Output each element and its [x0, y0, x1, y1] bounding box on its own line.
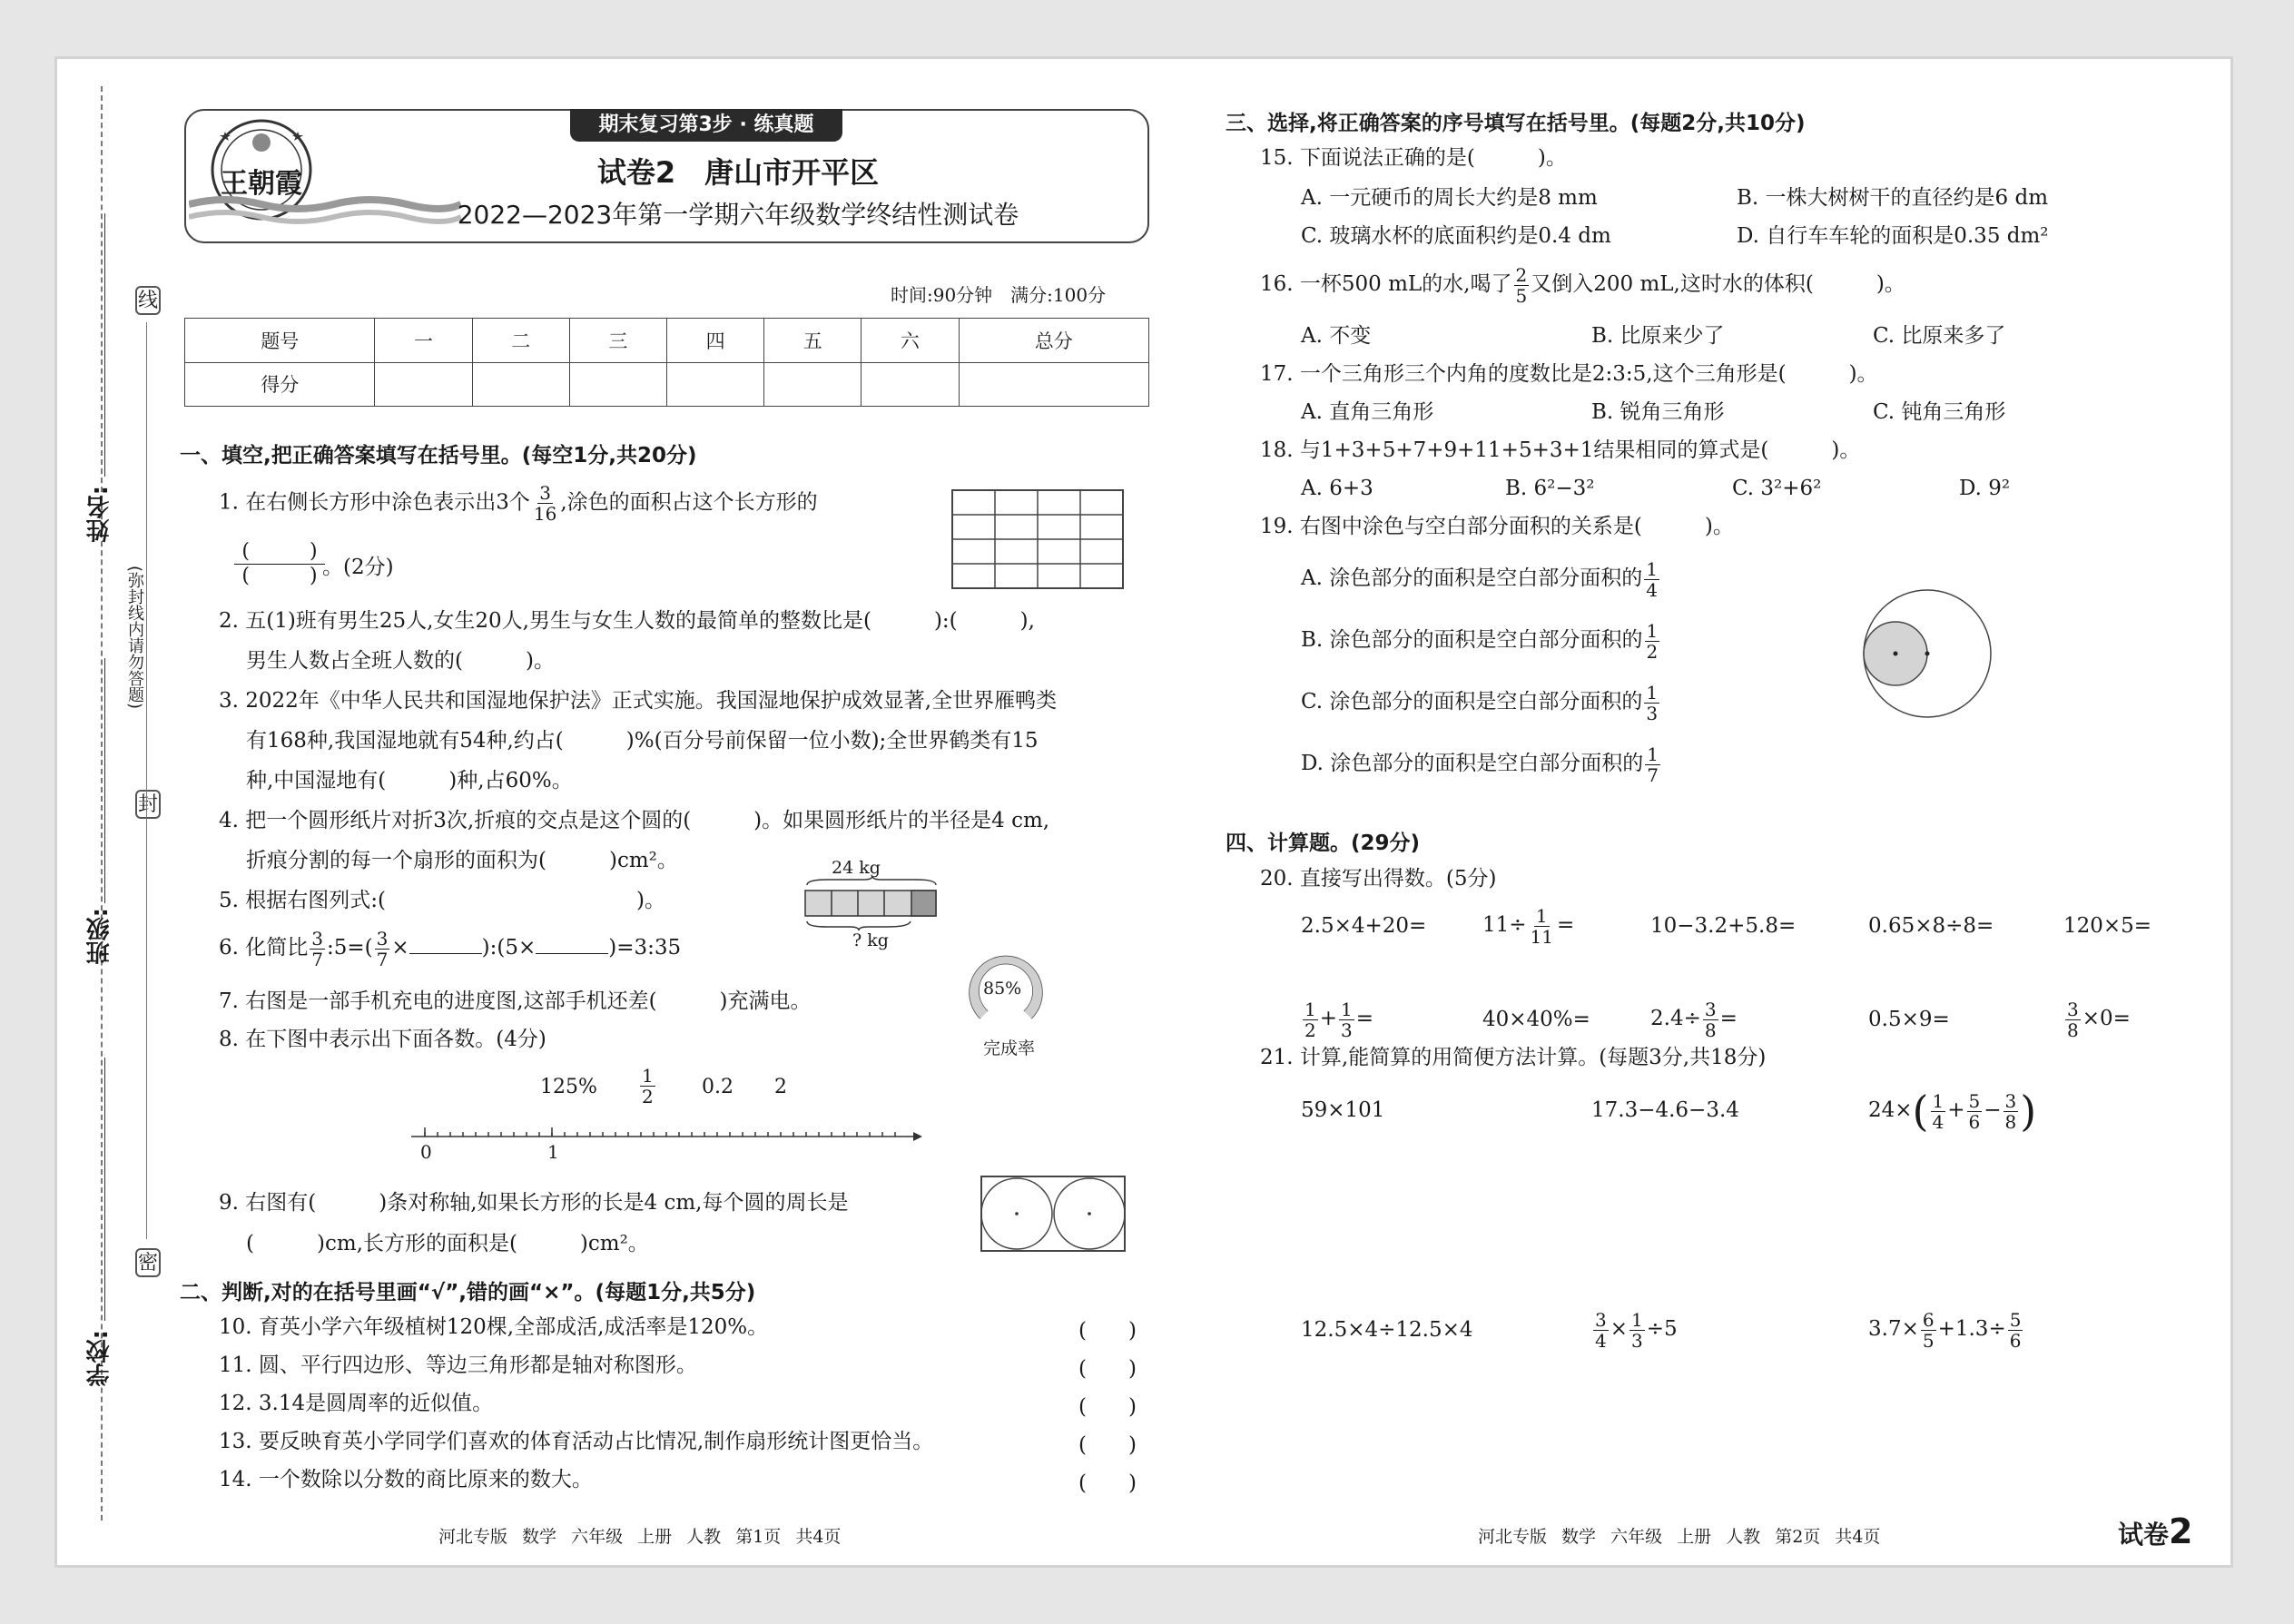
- binding-vline: [146, 322, 147, 1239]
- section3-title: 三、选择,将正确答案的序号填写在括号里。(每题2分,共10分): [1226, 112, 1806, 135]
- q8-zero: 0: [420, 1141, 432, 1163]
- q20-item-9: 0.5×9=: [1868, 1008, 1950, 1031]
- q21-item-6: 3.7× $\frac{6}{5}$ +1.3÷ $\frac{5}{6}$: [1868, 1308, 2022, 1352]
- score-col: 五: [764, 319, 861, 363]
- q10-text: 10. 育英小学六年级植树120棵,全部成活,成活率是120%。: [219, 1315, 769, 1339]
- logo-text: 王朝霞: [221, 168, 302, 200]
- school-line: [104, 1058, 105, 1321]
- q20-item-3: 10−3.2+5.8=: [1650, 914, 1797, 938]
- footer-right: 河北专版 数学 六年级 上册 人教 第2页 共4页: [1478, 1527, 1881, 1547]
- score-col: 三: [569, 319, 666, 363]
- q12-answer[interactable]: ( ): [1078, 1395, 1137, 1419]
- q7-text: 7. 右图是一部手机充电的进度图,这部手机还差( )充满电。: [219, 989, 812, 1013]
- score-cell[interactable]: [375, 362, 472, 407]
- q2-line1: 2. 五(1)班有男生25人,女生20人,男生与女生人数的最简单的整数比是( ):( ),: [219, 609, 1035, 633]
- q13-answer[interactable]: ( ): [1078, 1433, 1137, 1457]
- q19-opt-a[interactable]: A. 涂色部分的面积是空白部分面积的 $\frac{1}{4}$: [1301, 557, 1658, 601]
- score-col: 六: [861, 319, 959, 363]
- q6-blank-2[interactable]: [536, 934, 608, 954]
- q20-item-1: 2.5×4+20=: [1301, 914, 1427, 938]
- footer-badge: 试卷2: [2118, 1511, 2193, 1551]
- score-cell[interactable]: [472, 362, 569, 407]
- q4-line1: 4. 把一个圆形纸片对折3次,折痕的交点是这个圆的( )。如果圆形纸片的半径是4 cm,: [219, 809, 1050, 832]
- score-col: 总分: [959, 319, 1149, 363]
- section1-title: 一、填空,把正确答案填写在括号里。(每空1分,共20分): [180, 444, 697, 468]
- q15-opt-a[interactable]: A. 一元硬币的周长大约是8 mm: [1301, 186, 1598, 210]
- q10-answer[interactable]: ( ): [1078, 1319, 1137, 1343]
- time-info: 时间:90分钟 满分:100分: [891, 284, 1107, 306]
- seal-line: 线: [135, 286, 161, 315]
- footer-left: 河北专版 数学 六年级 上册 人教 第1页 共4页: [438, 1527, 842, 1547]
- class-label: 班级:: [86, 908, 113, 965]
- q18-opt-c[interactable]: C. 3²+6²: [1732, 477, 1822, 500]
- q17-opt-a[interactable]: A. 直角三角形: [1301, 400, 1434, 424]
- seal-seal: 封: [135, 790, 161, 819]
- q8-value-125: 125%: [540, 1076, 597, 1098]
- q6-text: 6. 化简比 $\frac{3}{7}$ :5=( $\frac{3}{7}$ × ):(5× )=3:35: [219, 927, 682, 970]
- q3-line1: 3. 2022年《中华人民共和国湿地保护法》正式实施。我国湿地保护成效显著,全世界雁鸭类: [219, 689, 1058, 713]
- q4-line2: 折痕分割的每一个扇形的面积为( )cm²。: [246, 849, 678, 872]
- q17-opt-b[interactable]: B. 锐角三角形: [1591, 400, 1725, 424]
- q6-blank-1[interactable]: [409, 934, 482, 954]
- q3-line3: 种,中国湿地有( )种,占60%。: [246, 769, 573, 792]
- q9-line2: ( )cm,长方形的面积是( )cm²。: [246, 1232, 649, 1255]
- exam-sheet: [54, 56, 2233, 1568]
- binding-note: (弥封线内请勿答题): [125, 566, 144, 710]
- score-row-label: 得分: [185, 362, 375, 407]
- q5-bottom-label: ? kg: [852, 930, 889, 950]
- q1-line1: 1. 在右侧长方形中涂色表示出3个 $\frac{3}{16}$ ,涂色的面积占这个长方形的: [219, 482, 818, 525]
- q7-label: 完成率: [983, 1038, 1036, 1058]
- q1-fraction: $\frac{3}{16}$: [533, 482, 557, 525]
- q20-item-6: $\frac{1}{2}$ + $\frac{1}{3}$ =: [1305, 998, 1374, 1041]
- q16-opt-c[interactable]: C. 比原来多了: [1873, 324, 2006, 348]
- q19-text: 19. 右图中涂色与空白部分面积的关系是( )。: [1260, 515, 1734, 538]
- q18-opt-a[interactable]: A. 6+3: [1301, 477, 1373, 500]
- q5-diagram: [800, 858, 945, 949]
- q3-line2: 有168种,我国湿地就有54种,约占( )%(百分号前保留一位小数);全世界鹤类有15: [246, 729, 1039, 753]
- q21-item-2: 17.3−4.6−3.4: [1591, 1098, 1739, 1122]
- name-label: 姓名:: [86, 486, 113, 543]
- score-cell[interactable]: [959, 362, 1149, 407]
- q19-opt-b[interactable]: B. 涂色部分的面积是空白部分面积的 $\frac{1}{2}$: [1301, 619, 1659, 663]
- score-table: [184, 318, 1149, 407]
- class-line: [104, 658, 105, 903]
- q14-text: 14. 一个数除以分数的商比原来的数大。: [219, 1468, 593, 1491]
- exam-subtitle: 2022—2023年第一学期六年级数学终结性测试卷: [457, 200, 1019, 230]
- score-cell[interactable]: [764, 362, 861, 407]
- q19-opt-c[interactable]: C. 涂色部分的面积是空白部分面积的 $\frac{1}{3}$: [1301, 681, 1659, 724]
- q15-opt-d[interactable]: D. 自行车车轮的面积是0.35 dm²: [1737, 224, 2049, 248]
- q9-circles-figure: [980, 1176, 1126, 1255]
- q15-opt-c[interactable]: C. 玻璃水杯的底面积约是0.4 dm: [1301, 224, 1611, 248]
- q16-text: 16. 一杯500 mL的水,喝了 $\frac{2}{5}$ 又倒入200 mL,这时水的体积( )。: [1260, 263, 1905, 307]
- q21-item-3: 24×( $\frac{1}{4}$ + $\frac{5}{6}$ − $\frac{3}{8}$ ): [1868, 1087, 2037, 1136]
- score-cell[interactable]: [861, 362, 959, 407]
- q1-line2: 。(2分): [322, 556, 394, 579]
- q21-item-1: 59×101: [1301, 1098, 1385, 1122]
- q20-item-2: 11÷ $\frac{1}{11}$ =: [1482, 904, 1575, 948]
- q20-item-4: 0.65×8÷8=: [1868, 914, 1994, 938]
- header-banner: 期末复习第3步 · 练真题: [570, 109, 842, 142]
- q21-text: 21. 计算,能简算的用简便方法计算。(每题3分,共18分): [1260, 1046, 1767, 1069]
- section4-title: 四、计算题。(29分): [1226, 832, 1421, 855]
- score-col: 二: [472, 319, 569, 363]
- q7-percent: 85%: [983, 979, 1022, 999]
- q8-number-line[interactable]: [407, 1123, 924, 1154]
- section2-title: 二、判断,对的在括号里画“√”,错的画“×”。(每题1分,共5分): [180, 1281, 756, 1304]
- q5-top-label: 24 kg: [832, 858, 881, 878]
- q14-answer[interactable]: ( ): [1078, 1471, 1137, 1495]
- q19-opt-d[interactable]: D. 涂色部分的面积是空白部分面积的 $\frac{1}{7}$: [1301, 743, 1659, 786]
- q17-opt-c[interactable]: C. 钝角三角形: [1873, 400, 2006, 424]
- q7-progress-ring: [960, 944, 1051, 1035]
- name-line: [104, 213, 105, 477]
- q20-item-8: 2.4÷ $\frac{3}{8}$ =: [1650, 998, 1738, 1041]
- score-col: 四: [666, 319, 763, 363]
- seal-secret: 密: [135, 1248, 161, 1277]
- q11-text: 11. 圆、平行四边形、等边三角形都是轴对称图形。: [219, 1353, 697, 1377]
- score-col: 一: [375, 319, 472, 363]
- q8-text: 8. 在下图中表示出下面各数。(4分): [219, 1028, 546, 1051]
- q8-value-2: 2: [774, 1076, 787, 1098]
- q16-opt-a[interactable]: A. 不变: [1301, 324, 1372, 348]
- q21-item-4: 12.5×4÷12.5×4: [1301, 1318, 1473, 1342]
- q12-text: 12. 3.14是圆周率的近似值。: [219, 1392, 494, 1415]
- binding-dashed-line: [101, 86, 103, 1521]
- q8-value-half: $\frac{1}{2}$: [642, 1065, 654, 1107]
- q20-item-5: 120×5=: [2063, 914, 2152, 938]
- q18-text: 18. 与1+3+5+7+9+11+5+3+1结果相同的算式是( )。: [1260, 438, 1861, 462]
- score-cell[interactable]: [569, 362, 666, 407]
- q13-text: 13. 要反映育英小学同学们喜欢的体育活动占比情况,制作扇形统计图更恰当。: [219, 1430, 934, 1453]
- q17-text: 17. 一个三角形三个内角的度数比是2:3:5,这个三角形是( )。: [1260, 362, 1878, 386]
- q8-value-02: 0.2: [702, 1076, 733, 1098]
- q18-opt-b[interactable]: B. 6²−3²: [1505, 477, 1595, 500]
- q21-item-5: $\frac{3}{4}$ × $\frac{1}{3}$ ÷5: [1595, 1308, 1678, 1352]
- q5-text: 5. 根据右图列式:( )。: [219, 889, 665, 912]
- q20-text: 20. 直接写出得数。(5分): [1260, 867, 1497, 891]
- q16-opt-b[interactable]: B. 比原来少了: [1591, 324, 1725, 348]
- exam-title: 试卷2 唐山市开平区: [596, 155, 880, 190]
- q2-line2: 男生人数占全班人数的( )。: [246, 649, 555, 673]
- q18-opt-d[interactable]: D. 9²: [1959, 477, 2011, 500]
- q19-circles-figure: [1859, 586, 1995, 725]
- q8-one: 1: [547, 1141, 559, 1163]
- q11-answer[interactable]: ( ): [1078, 1357, 1137, 1381]
- score-cell[interactable]: [666, 362, 763, 407]
- q15-opt-b[interactable]: B. 一株大树树干的直径约是6 dm: [1737, 186, 2049, 210]
- q15-text: 15. 下面说法正确的是( )。: [1260, 146, 1567, 170]
- q1-answer-fraction[interactable]: ( ) ( ): [234, 540, 325, 588]
- q20-item-10: $\frac{3}{8}$ ×0=: [2067, 998, 2131, 1041]
- school-label: 学校:: [86, 1330, 113, 1387]
- q20-item-7: 40×40%=: [1482, 1008, 1590, 1031]
- q1-grid[interactable]: [951, 489, 1124, 593]
- score-header-label: 题号: [185, 319, 375, 363]
- q9-line1: 9. 右图有( )条对称轴,如果长方形的长是4 cm,每个圆的周长是: [219, 1191, 849, 1215]
